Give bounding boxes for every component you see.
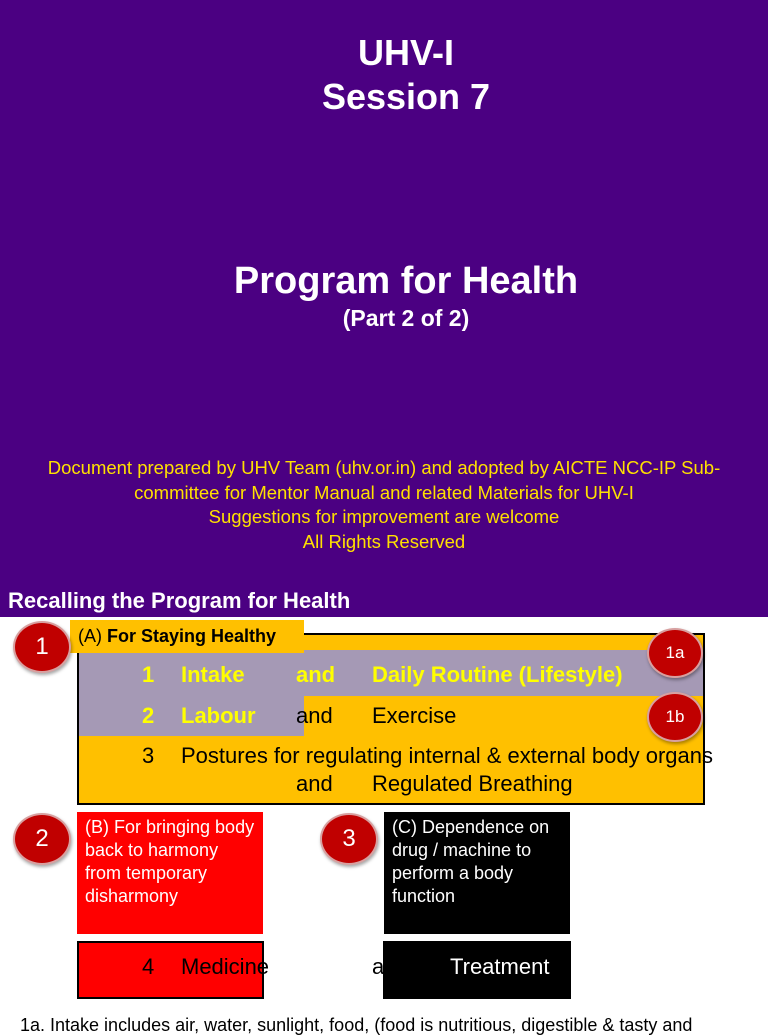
footnote: 1a. Intake includes air, water, sunlight, food, (food is nutritious, digestible & tasty and	[20, 1015, 693, 1035]
row2-right: Exercise	[372, 703, 457, 728]
marker-3: 3	[320, 813, 378, 865]
row3-mid: and	[296, 771, 333, 796]
section-heading: Recalling the Program for Health	[8, 588, 351, 613]
row4-left: Medicine	[181, 954, 270, 979]
row2-left: Labour	[181, 703, 256, 728]
slide-subtitle-note: (Part 2 of 2)	[342, 305, 470, 331]
slide-title-line1: UHV-I	[357, 32, 454, 73]
row4-mid: and	[372, 954, 409, 979]
slide-title-line2: Session 7	[321, 76, 491, 117]
section-c-card: (C) Dependence on drug / machine to perform a body function	[384, 812, 570, 934]
section-a-prefix: (A)	[78, 626, 102, 646]
section-a-label	[70, 620, 304, 653]
row1-number: 1	[142, 662, 155, 687]
row4-number: 4	[142, 954, 155, 979]
row1-left: Intake	[181, 662, 245, 687]
marker-2: 2	[13, 813, 71, 865]
credits-line: All Rights Reserved	[302, 530, 466, 552]
marker-1b: 1b	[647, 692, 703, 742]
row2-mid: and	[296, 703, 333, 728]
credits-line: Suggestions for improvement are welcome	[208, 506, 560, 527]
row4-mid-clip	[372, 954, 409, 984]
marker-1a: 1a	[647, 628, 703, 678]
row3-number: 3	[142, 743, 155, 768]
section-a-title: For Staying Healthy	[107, 626, 277, 646]
section-b-card: (B) For bringing body back to harmony from temporary disharmony	[77, 812, 263, 934]
row4-right: Treatment	[450, 954, 550, 979]
slide-subtitle: Program for Health	[233, 260, 579, 302]
credits	[0, 456, 768, 554]
credits-line: Document prepared by UHV Team (uhv.or.in) and adopted by AICTE NCC-IP Sub-	[47, 457, 721, 478]
row2-number: 2	[142, 703, 155, 728]
credits-line: committee for Mentor Manual and related Materials for UHV-I	[134, 481, 634, 503]
row3-right: Regulated Breathing	[372, 771, 573, 796]
marker-1: 1	[13, 621, 71, 673]
row1-mid: and	[296, 662, 336, 687]
row1-right: Daily Routine (Lifestyle)	[372, 662, 623, 687]
row3-left: Postures for regulating internal & external body organs	[181, 743, 713, 768]
row4-left-clip	[181, 954, 270, 984]
